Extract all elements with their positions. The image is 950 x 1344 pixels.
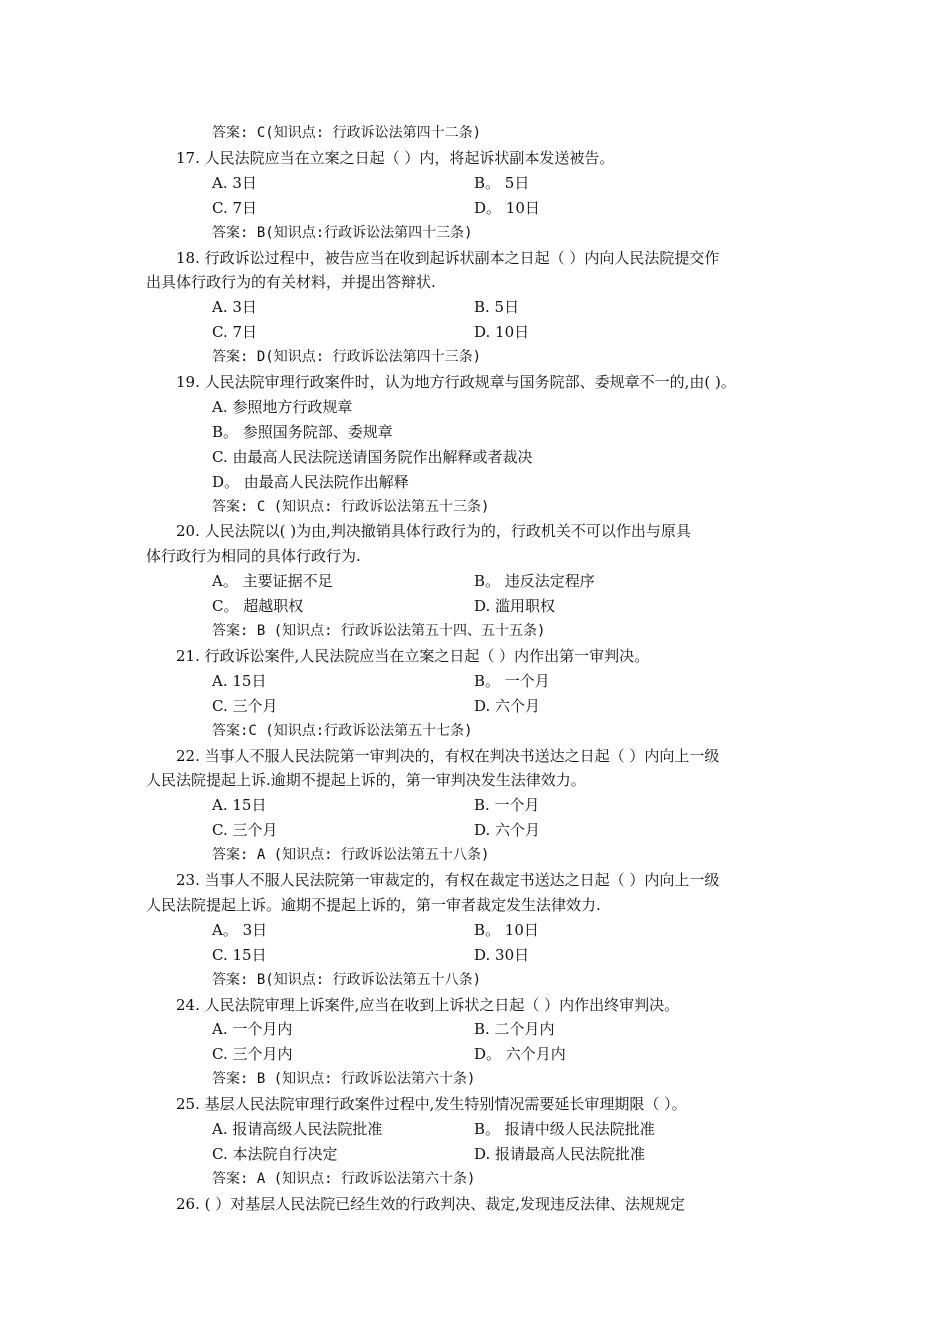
question-continuation: 体行政行为相同的具体行政行为. xyxy=(146,547,361,566)
option-row xyxy=(0,943,950,968)
option-text: C. 三个月 xyxy=(212,696,278,715)
question-continuation: 人民法院提起上诉。逾期不提起上诉的，第一审者裁定发生法律效力. xyxy=(146,895,601,914)
answer-line: 答案: A (知识点: 行政诉讼法第六十条) xyxy=(212,1170,476,1187)
option-row xyxy=(0,295,950,320)
option-text: B. 一个月 xyxy=(474,796,540,815)
option-text: B。 5日 xyxy=(474,173,530,192)
question-text: 17. 人民法院应当在立案之日起（ ）内，将起诉状副本发送被告。 xyxy=(176,148,615,167)
option-text: D。 六个月内 xyxy=(474,1045,566,1064)
answer-line: 答案: B (知识点: 行政诉讼法第六十条) xyxy=(212,1071,476,1088)
question-text: 20. 人民法院以( )为由,判决撤销具体行政行为的，行政机关不可以作出与原具 xyxy=(176,522,691,541)
answer-line: 答案: C(知识点: 行政诉讼法第四十二条) xyxy=(212,125,482,141)
option-text: D. 10日 xyxy=(474,323,530,342)
option-text: D。 由最高人民法院作出解释 xyxy=(212,472,409,491)
question-text: 19. 人民法院审理行政案件时，认为地方行政规章与国务院部、委规章不一的,由( )。 xyxy=(176,373,736,391)
option-text: B。 10日 xyxy=(474,920,539,939)
option-text: C. 7日 xyxy=(212,323,258,342)
option-text: B。 一个月 xyxy=(474,671,550,690)
option-row xyxy=(0,1017,950,1042)
option-text: B。 违反法定程序 xyxy=(474,572,595,591)
option-text: A. 3日 xyxy=(212,298,257,317)
option-text: C. 三个月内 xyxy=(212,1045,293,1064)
option-text: C. 三个月 xyxy=(212,821,278,840)
question-text: 21. 行政诉讼案件,人民法院应当在立案之日起（ ）内作出第一审判决。 xyxy=(176,646,650,665)
option-row xyxy=(0,594,950,619)
option-text: A. 15日 xyxy=(212,671,267,690)
answer-line: 答案: C (知识点: 行政诉讼法第五十三条) xyxy=(212,498,490,515)
option-row xyxy=(0,1042,950,1067)
option-text: B. 5日 xyxy=(474,298,520,317)
option-text: C。 超越职权 xyxy=(212,597,304,616)
option-row xyxy=(0,171,950,196)
option-text: A. 一个月内 xyxy=(212,1020,293,1039)
option-text: D. 报请最高人民法院批准 xyxy=(474,1144,646,1163)
option-text: A. 3日 xyxy=(212,173,257,192)
option-text: A. 参照地方行政规章 xyxy=(212,397,353,416)
question-text: 24. 人民法院审理上诉案件,应当在收到上诉状之日起（ ）内作出终审判决。 xyxy=(176,995,680,1014)
option-row xyxy=(0,196,950,221)
option-text: C. 7日 xyxy=(212,198,258,217)
question-continuation: 出具体行政行为的有关材料，并提出答辩状. xyxy=(146,273,436,292)
option-text: B. 二个月内 xyxy=(474,1020,555,1039)
option-row xyxy=(0,818,950,843)
answer-line: 答案:C (知识点:行政诉讼法第五十七条) xyxy=(212,722,473,739)
option-text: D. 30日 xyxy=(474,945,530,964)
option-row xyxy=(0,569,950,594)
option-text: B。 参照国务院部、委规章 xyxy=(212,422,393,441)
option-text: D. 滥用职权 xyxy=(474,597,556,616)
option-text: A。 3日 xyxy=(212,920,268,939)
option-row xyxy=(0,669,950,694)
option-row xyxy=(0,694,950,719)
option-row xyxy=(0,320,950,345)
option-text: A. 15日 xyxy=(212,796,267,815)
answer-line: 答案: B(知识点:行政诉讼法第四十三条) xyxy=(212,224,473,241)
option-text: C. 15日 xyxy=(212,945,267,964)
question-text: 18. 行政诉讼过程中，被告应当在收到起诉状副本之日起（ ）内向人民法院提交作 xyxy=(176,248,720,267)
option-text: A. 报请高级人民法院批准 xyxy=(212,1120,383,1138)
question-text: 22. 当事人不服人民法院第一审判决的，有权在判决书送达之日起（ ）内向上一级 xyxy=(176,746,720,765)
question-text: 25. 基层人民法院审理行政案件过程中,发生特别情况需要延长审理期限（ ）。 xyxy=(176,1095,687,1114)
option-text: C. 由最高人民法院送请国务院作出解释或者裁决 xyxy=(212,447,533,466)
option-row xyxy=(0,1117,950,1142)
answer-line: 答案: B (知识点: 行政诉讼法第五十四、五十五条) xyxy=(212,623,546,639)
option-text: C. 本法院自行决定 xyxy=(212,1144,338,1163)
question-text: 26. ( ）对基层人民法院已经生效的行政判决、裁定,发现违反法律、法规规定 xyxy=(176,1194,686,1213)
option-text: B。 报请中级人民法院批准 xyxy=(474,1120,655,1138)
answer-line: 答案: B(知识点: 行政诉讼法第五十八条) xyxy=(212,971,482,988)
answer-line: 答案: A (知识点: 行政诉讼法第五十八条) xyxy=(212,847,490,864)
option-row xyxy=(0,918,950,943)
option-row xyxy=(0,793,950,818)
option-text: A。 主要证据不足 xyxy=(212,572,333,591)
option-text: D。 10日 xyxy=(474,198,540,217)
option-text: D. 六个月 xyxy=(474,821,541,840)
answer-line: 答案: D(知识点: 行政诉讼法第四十三条) xyxy=(212,349,482,366)
question-text: 23. 当事人不服人民法院第一审裁定的，有权在裁定书送达之日起（ ）内向上一级 xyxy=(176,871,720,889)
question-continuation: 人民法院提起上诉.逾期不提起上诉的，第一审判决发生法律效力。 xyxy=(146,771,586,790)
option-text: D. 六个月 xyxy=(474,696,541,715)
option-row xyxy=(0,1142,950,1167)
